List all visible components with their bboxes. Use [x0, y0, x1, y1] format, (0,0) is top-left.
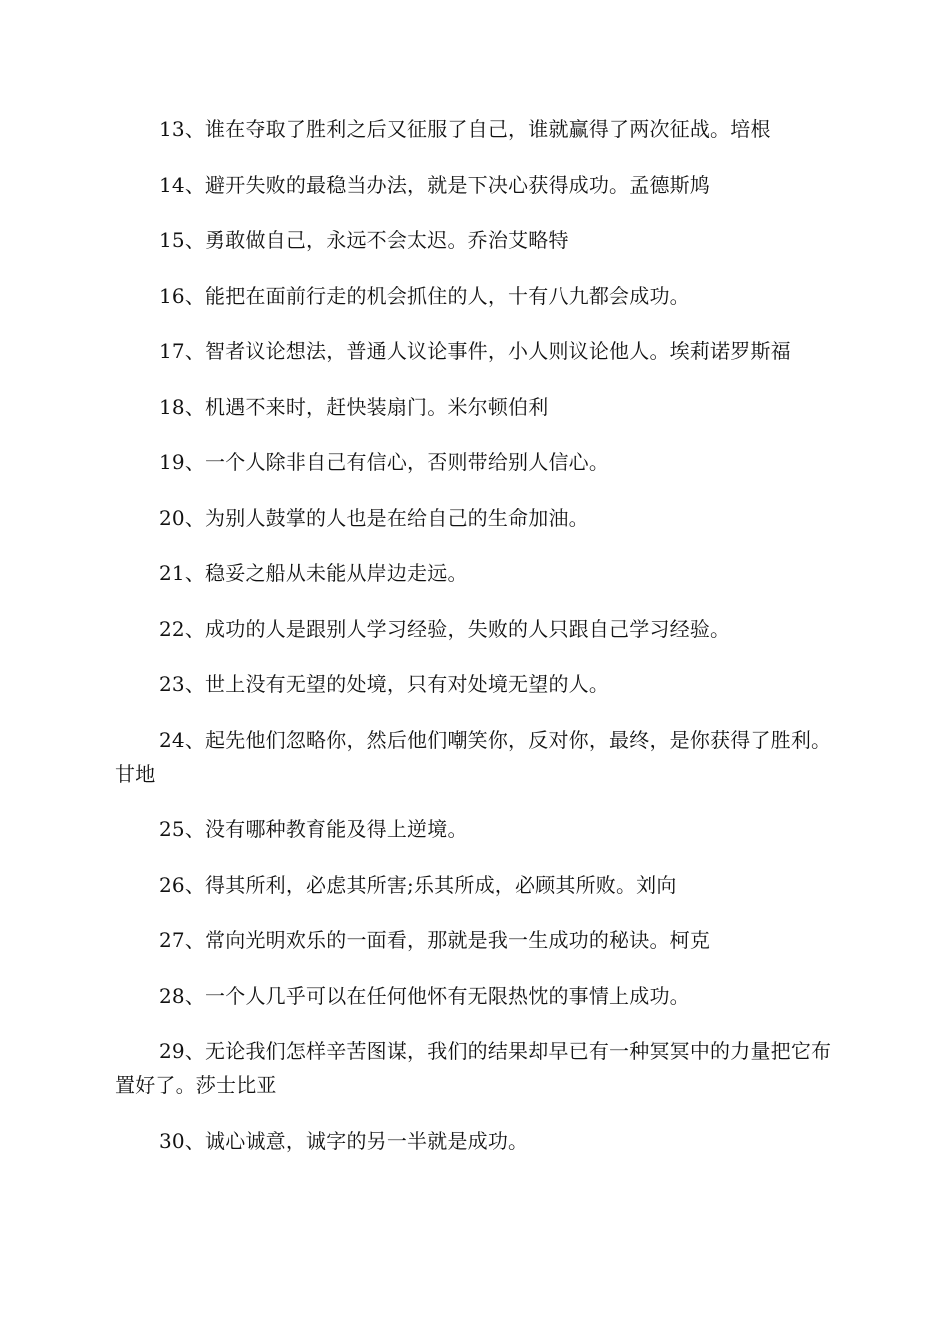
quote-paragraph: 17、智者议论想法，普通人议论事件，小人则议论他人。埃莉诺罗斯福 [159, 339, 791, 363]
quote-paragraph: 24、起先他们忽略你，然后他们嘲笑你，反对你，最终，是你获得了胜利。甘地 [115, 727, 832, 786]
quote-paragraph: 23、世上没有无望的处境，只有对处境无望的人。 [159, 672, 610, 696]
quote-paragraph: 26、得其所利，必虑其所害;乐其所成，必顾其所败。刘向 [159, 872, 677, 897]
quote-paragraph: 20、为别人鼓掌的人也是在给自己的生命加油。 [159, 505, 589, 530]
quote-paragraph: 29、无论我们怎样辛苦图谋，我们的结果却早已有一种冥冥中的力量把它布置好了。莎士比亚 [115, 1039, 832, 1097]
quote-list [115, 112, 835, 1179]
quote-paragraph: 30、诚心诚意，诚字的另一半就是成功。 [159, 1128, 529, 1153]
quote-paragraph: 25、没有哪种教育能及得上逆境。 [159, 817, 468, 841]
quote-paragraph: 28、一个人几乎可以在任何他怀有无限热忱的事情上成功。 [159, 983, 690, 1008]
quote-paragraph: 18、机遇不来时，赶快装扇门。米尔顿伯利 [159, 394, 549, 419]
quote-paragraph: 21、稳妥之船从未能从岸边走远。 [159, 561, 468, 585]
quote-paragraph: 16、能把在面前行走的机会抓住的人，十有八九都会成功。 [159, 283, 690, 308]
quote-paragraph: 19、一个人除非自己有信心，否则带给别人信心。 [159, 450, 610, 474]
quote-paragraph: 27、常向光明欢乐的一面看，那就是我一生成功的秘诀。柯克 [159, 928, 711, 952]
quote-paragraph: 14、避开失败的最稳当办法，就是下决心获得成功。孟德斯鸠 [159, 172, 711, 197]
quote-paragraph: 22、成功的人是跟别人学习经验，失败的人只跟自己学习经验。 [159, 616, 731, 641]
quote-paragraph: 15、勇敢做自己，永远不会太迟。乔治艾略特 [159, 228, 569, 252]
quote-paragraph: 13、谁在夺取了胜利之后又征服了自己，谁就赢得了两次征战。培根 [159, 117, 771, 141]
